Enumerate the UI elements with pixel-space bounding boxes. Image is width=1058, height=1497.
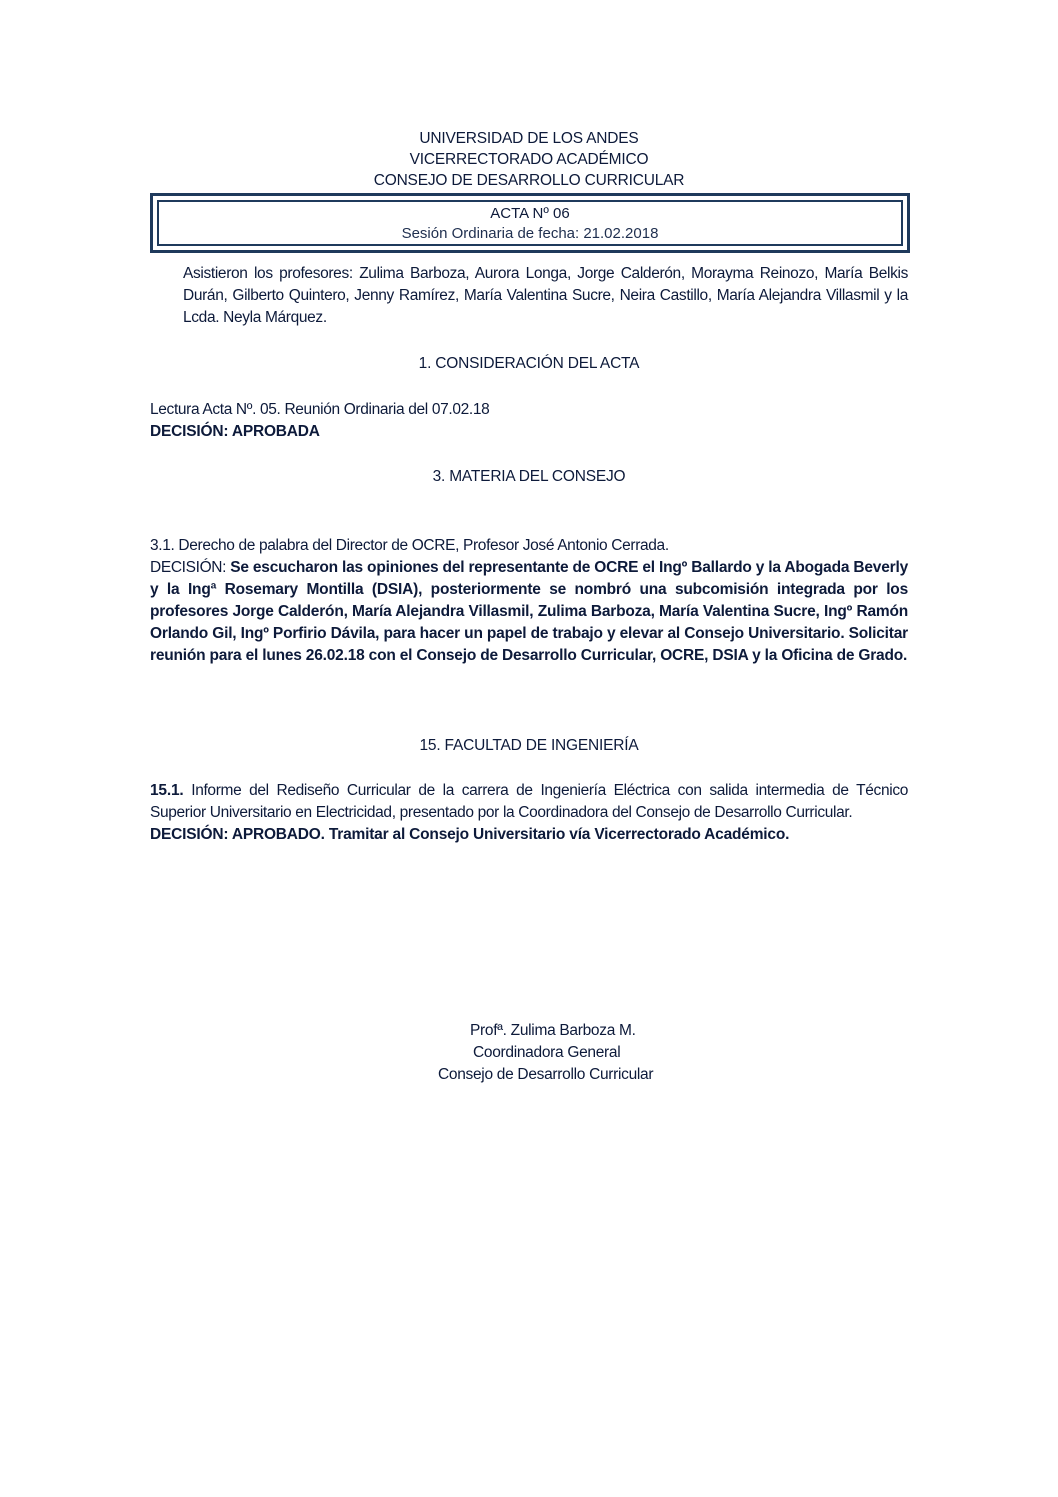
session-date: Sesión Ordinaria de fecha: 21.02.2018	[401, 225, 659, 242]
section-3-decision-label: DECISIÓN:	[150, 559, 227, 576]
section-3-title: 3. MATERIA DEL CONSEJO	[432, 468, 626, 485]
council-name: CONSEJO DE DESARROLLO CURRICULAR	[373, 172, 685, 189]
section-3-decision	[150, 557, 908, 667]
acta-number: ACTA Nº 06	[490, 205, 570, 222]
section-15-item-text: Informe del Rediseño Curricular de la carrera de Ingeniería Eléctrica con salida intermedia de Técnico Superior Universitario en Electricidad, presentado por la Coordinadora del Consejo de Desarrollo Curricular.	[150, 782, 908, 821]
vicerrectorado-name: VICERRECTORADO ACADÉMICO	[409, 151, 649, 168]
acta-title-box-inner	[157, 200, 903, 246]
section-1-text: Lectura Acta Nº. 05. Reunión Ordinaria del 07.02.18	[150, 401, 490, 418]
section-15-decision: DECISIÓN: APROBADO. Tramitar al Consejo Universitario vía Vicerrectorado Académico.	[150, 826, 790, 843]
section-3-decision-text: Se escucharon las opiniones del representante de OCRE el Ingº Ballardo y la Abogada Beverly y la Ingª Rosemary Montilla (DSIA), posteriormente se nombró una subcomisión integrada por los profesores Jorge Calderón, María Alejandra Villasmil, Zulima Barboza, María Valentina Sucre, Ingº Ramón Orlando Gil, Ingº Porfirio Dávila, para hacer un papel de trabajo y elevar al Consejo Universitario. Solicitar reunión para el lunes 26.02.18 con el Consejo de Desarrollo Curricular, OCRE, DSIA y la Oficina de Grado.	[150, 559, 908, 664]
signatory-organization: Consejo de Desarrollo Curricular	[438, 1066, 654, 1083]
section-3-body	[150, 535, 908, 667]
attendees-paragraph: Asistieron los profesores: Zulima Barboza, Aurora Longa, Jorge Calderón, Morayma Reinozo, María Belkis Durán, Gilberto Quintero, Jenny Ramírez, María Valentina Sucre, Neira Castillo, María Alejandra Villasmil y la Lcda. Neyla Márquez.	[183, 265, 908, 326]
section-15-item-number: 15.1.	[150, 782, 184, 799]
signatory-name: Profª. Zulima Barboza M.	[470, 1022, 636, 1039]
section-1-body	[150, 399, 908, 443]
document-header	[0, 128, 1058, 191]
section-15-item	[150, 780, 908, 824]
section-15-body	[150, 780, 908, 846]
section-1-title: 1. CONSIDERACIÓN DEL ACTA	[418, 355, 640, 372]
section-1-decision: DECISIÓN: APROBADA	[150, 423, 320, 440]
university-name: UNIVERSIDAD DE LOS ANDES	[419, 130, 639, 147]
section-3-text: 3.1. Derecho de palabra del Director de OCRE, Profesor José Antonio Cerrada.	[150, 537, 669, 554]
signatory-role: Coordinadora General	[473, 1044, 621, 1061]
section-15-title: 15. FACULTAD DE INGENIERÍA	[419, 737, 639, 754]
acta-title-box	[150, 193, 910, 253]
